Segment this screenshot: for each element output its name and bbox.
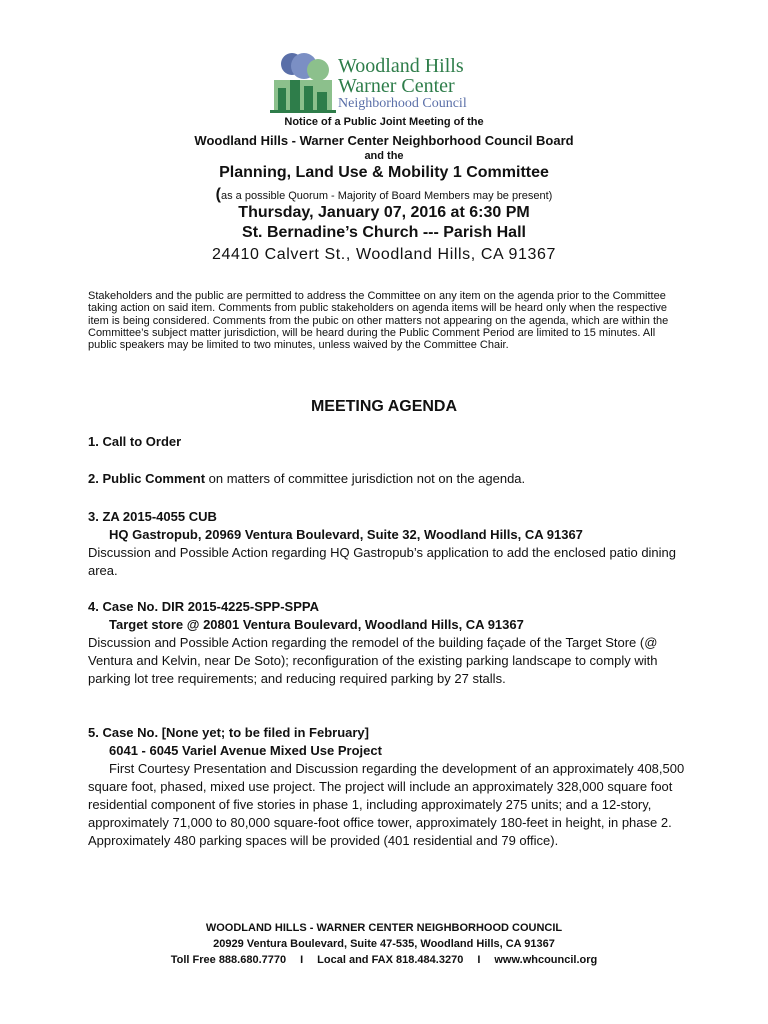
agenda-item-4-title: 4. Case No. DIR 2015-4225-SPP-SPPA <box>88 599 319 614</box>
agenda-item-3 <box>88 508 688 580</box>
footer-tollfree: Toll Free 888.680.7770 <box>170 954 287 966</box>
and-the-line: and the <box>364 150 404 162</box>
footer-separator: I <box>300 954 304 966</box>
agenda-item-5-text: First Courtesy Presentation and Discussion regarding the development of an approximately 408,500 square foot, phased, mixed use project. The project will include an approximately 328,000 square foot residential component of five stories in phase 1, including approximately 275 units; and a 12-story, approximately 71,000 to 80,000 square-foot office tower, approximately 180-feet in height, in phase 2. Approximately 480 parking spaces will be provided (401 residential and 79 office). <box>88 761 685 848</box>
agenda-item-2-text: on matters of committee jurisdiction not on the agenda. <box>205 471 526 486</box>
footer-address: 20929 Ventura Boulevard, Suite 47-535, Woodland Hills, CA 91367 <box>213 938 555 950</box>
footer-website[interactable]: www.whcouncil.org <box>494 954 598 966</box>
board-name: Woodland Hills - Warner Center Neighborhood Council Board <box>194 133 574 148</box>
agenda-item-5 <box>88 724 688 850</box>
quorum-note <box>0 186 768 204</box>
meeting-address: 24410 Calvert St., Woodland Hills, CA 91367 <box>212 246 556 263</box>
footer-org: WOODLAND HILLS - WARNER CENTER NEIGHBORHOOD COUNCIL <box>205 922 563 934</box>
meeting-date: Thursday, January 07, 2016 at 6:30 PM <box>238 204 530 221</box>
committee-name: Planning, Land Use & Mobility 1 Committee <box>219 164 549 181</box>
agenda-item-2-title: 2. Public Comment <box>88 471 206 486</box>
quorum-paren: ( <box>215 186 221 203</box>
agenda-item-4-subtitle: Target store @ 20801 Ventura Boulevard, Woodland Hills, CA 91367 <box>109 617 524 632</box>
footer-contacts <box>0 954 768 966</box>
meeting-venue: St. Bernadine’s Church --- Parish Hall <box>242 224 526 241</box>
agenda-item-5-title: 5. Case No. [None yet; to be filed in February] <box>88 725 369 740</box>
logo-line-2: Warner Center <box>338 75 455 97</box>
agenda-item-4-text: Discussion and Possible Action regarding the remodel of the building façade of the Target Store (@ Ventura and Kelvin, near De Soto); reconfiguration of the existing parking landscape to comply with parking lot tree requirements; and reducing required parking by 27 stalls. <box>88 635 658 686</box>
agenda-item-5-subtitle: 6041 - 6045 Variel Avenue Mixed Use Project <box>109 743 382 758</box>
agenda-item-3-title: 3. ZA 2015-4055 CUB <box>88 509 217 524</box>
agenda-item-4 <box>88 598 688 688</box>
agenda-item-2 <box>88 470 688 488</box>
agenda-item-3-text: Discussion and Possible Action regarding HQ Gastropub’s application to add the enclosed patio dining area. <box>88 545 677 578</box>
logo-line-1: Woodland Hills <box>338 55 464 77</box>
agenda-item-1 <box>88 433 688 451</box>
council-logo-icon <box>270 50 336 114</box>
footer-fax: Local and FAX 818.484.3270 <box>317 954 464 966</box>
intro-paragraph: Stakeholders and the public are permitted to address the Committee on any item on the agenda prior to the Committee taking action on said item. Comments from public stakeholders on agenda items will be heard only when the respective item is being considered. Comments from the pubic on other matters not appearing on the agenda, which are within the Committee’s subject matter jurisdiction, will be heard during the Public Comment Period are limited to 15 minutes. All public speakers may be limited to two minutes, unless waived by the Committee Chair. <box>88 290 669 352</box>
footer-separator: I <box>477 954 481 966</box>
quorum-text: as a possible Quorum - Majority of Board Members may be present) <box>220 190 553 202</box>
agenda-item-3-subtitle: HQ Gastropub, 20969 Ventura Boulevard, Suite 32, Woodland Hills, CA 91367 <box>109 527 583 542</box>
notice-line: Notice of a Public Joint Meeting of the <box>284 116 484 128</box>
agenda-heading: MEETING AGENDA <box>310 398 458 415</box>
agenda-item-1-title: 1. Call to Order <box>88 434 182 449</box>
logo-line-3: Neighborhood Council <box>338 96 467 111</box>
council-logo <box>270 50 510 114</box>
